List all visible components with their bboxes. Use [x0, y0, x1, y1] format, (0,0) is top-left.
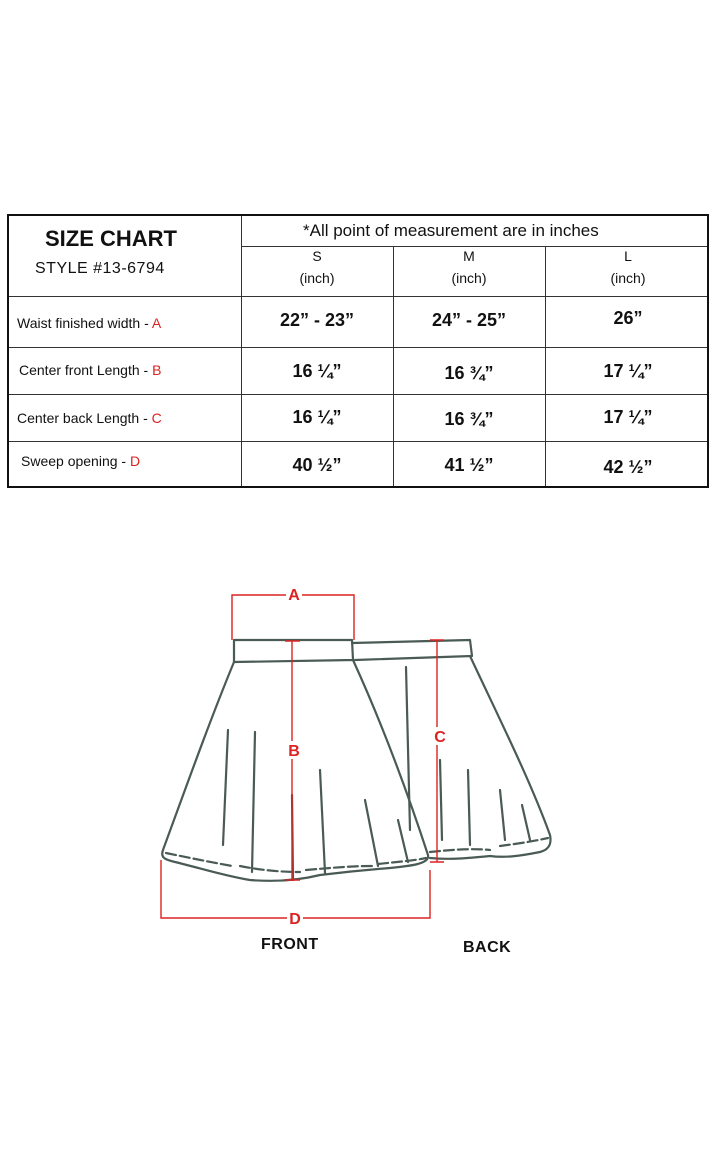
row-label-text: Center back Length -: [17, 410, 152, 426]
waist-value-l: 26”: [613, 308, 643, 328]
back-view-sketch: [352, 640, 551, 859]
marker-a-label: A: [288, 587, 300, 604]
center-back-value-m: 16 ¾”: [444, 409, 494, 429]
center-front-value-m: 16 ¾”: [444, 363, 494, 383]
row-label-text: Center front Length -: [19, 362, 153, 378]
row-label-text: Sweep opening -: [21, 453, 130, 469]
front-view-sketch: [162, 640, 428, 881]
center-front-value-l: 17 ¼”: [603, 361, 653, 381]
marker-c-label: C: [434, 729, 446, 746]
marker-b-label: B: [288, 743, 300, 760]
row-label-letter: D: [129, 453, 141, 469]
center-back-value-s: 16 ¼”: [292, 407, 342, 427]
row-label-letter: C: [151, 410, 162, 426]
size-label: L: [624, 248, 632, 264]
waist-value-m: 24” - 25”: [431, 310, 507, 330]
row-label-letter: A: [151, 315, 162, 331]
style-number: STYLE #13-6794: [35, 260, 165, 277]
size-label: S: [312, 248, 322, 264]
row-label-letter: B: [152, 362, 162, 378]
sweep-value-m: 41 ½”: [444, 455, 494, 475]
center-front-value-s: 16 ¼”: [292, 361, 342, 381]
size-unit: (inch): [299, 270, 335, 286]
sweep-value-l: 42 ½”: [603, 457, 653, 477]
measurement-note: *All point of measurement are in inches: [303, 221, 599, 240]
marker-d-label: D: [289, 911, 301, 928]
chart-title: SIZE CHART: [45, 226, 177, 251]
front-caption: FRONT: [261, 936, 319, 953]
back-caption: BACK: [463, 939, 512, 956]
row-label-text: Waist finished width -: [17, 315, 152, 331]
size-label: M: [463, 248, 475, 264]
size-unit: (inch): [451, 270, 487, 286]
waist-value-s: 22” - 23”: [279, 310, 355, 330]
center-back-value-l: 17 ¼”: [603, 407, 653, 427]
marker-b-line: [285, 641, 300, 880]
size-unit: (inch): [610, 270, 646, 286]
sweep-value-s: 40 ½”: [292, 455, 342, 475]
